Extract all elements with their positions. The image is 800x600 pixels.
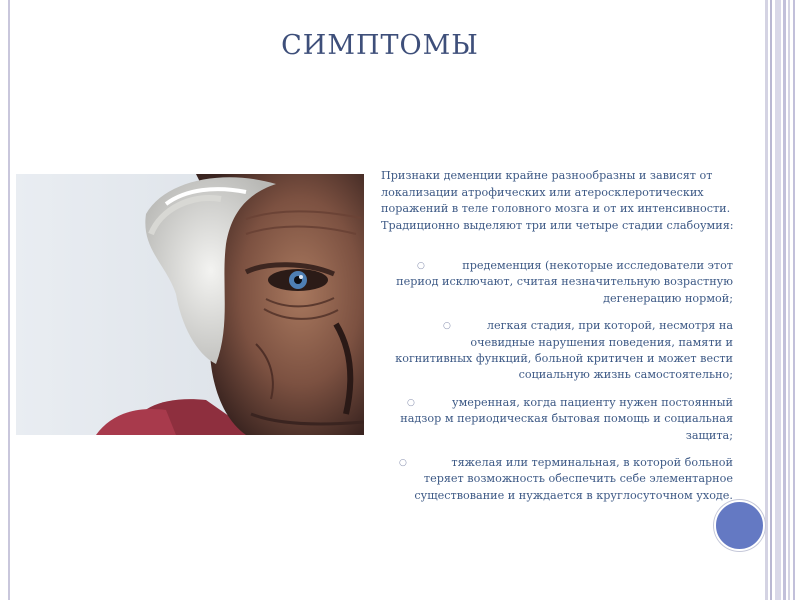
slide-title: СИМПТОМЫ bbox=[281, 30, 479, 61]
list-item: ○ предеменция (некоторые исследователи этот период исключают, считая незначительную возрастную дегенерацию нормой; bbox=[396, 259, 733, 305]
stages-list bbox=[395, 258, 733, 515]
bullet-marker-icon: ○ bbox=[399, 458, 407, 469]
elderly-woman-photo bbox=[16, 174, 364, 435]
intro-paragraph: Признаки деменции крайне разнообразны и зависят от локализации атрофических или атеросклеротических поражений в теле головного мозга и от их интенсивности. Традиционно выделяют три или четыре стадии слабоумия: bbox=[381, 169, 734, 232]
list-item: ○ легкая стадия, при которой, несмотря на очевидные нарушения поведения, памяти и когнитивных функций, больной критичен и может вести социальную жизнь самостоятельно; bbox=[395, 319, 733, 382]
bullet-marker-icon: ○ bbox=[443, 321, 451, 332]
left-border-line bbox=[8, 0, 10, 600]
bullet-marker-icon: ○ bbox=[407, 397, 415, 408]
slide-nav-circle[interactable] bbox=[714, 500, 765, 551]
list-item: ○ умеренная, когда пациенту нужен постоянный надзор м периодическая бытовая помощь и социальная защита; bbox=[400, 395, 733, 442]
bullet-marker-icon: ○ bbox=[417, 261, 425, 271]
list-item: ○ тяжелая или терминальная, в которой больной теряет возможность обеспечить себе элементарное существование и нуждается в круглосуточном уходе. bbox=[399, 456, 733, 502]
